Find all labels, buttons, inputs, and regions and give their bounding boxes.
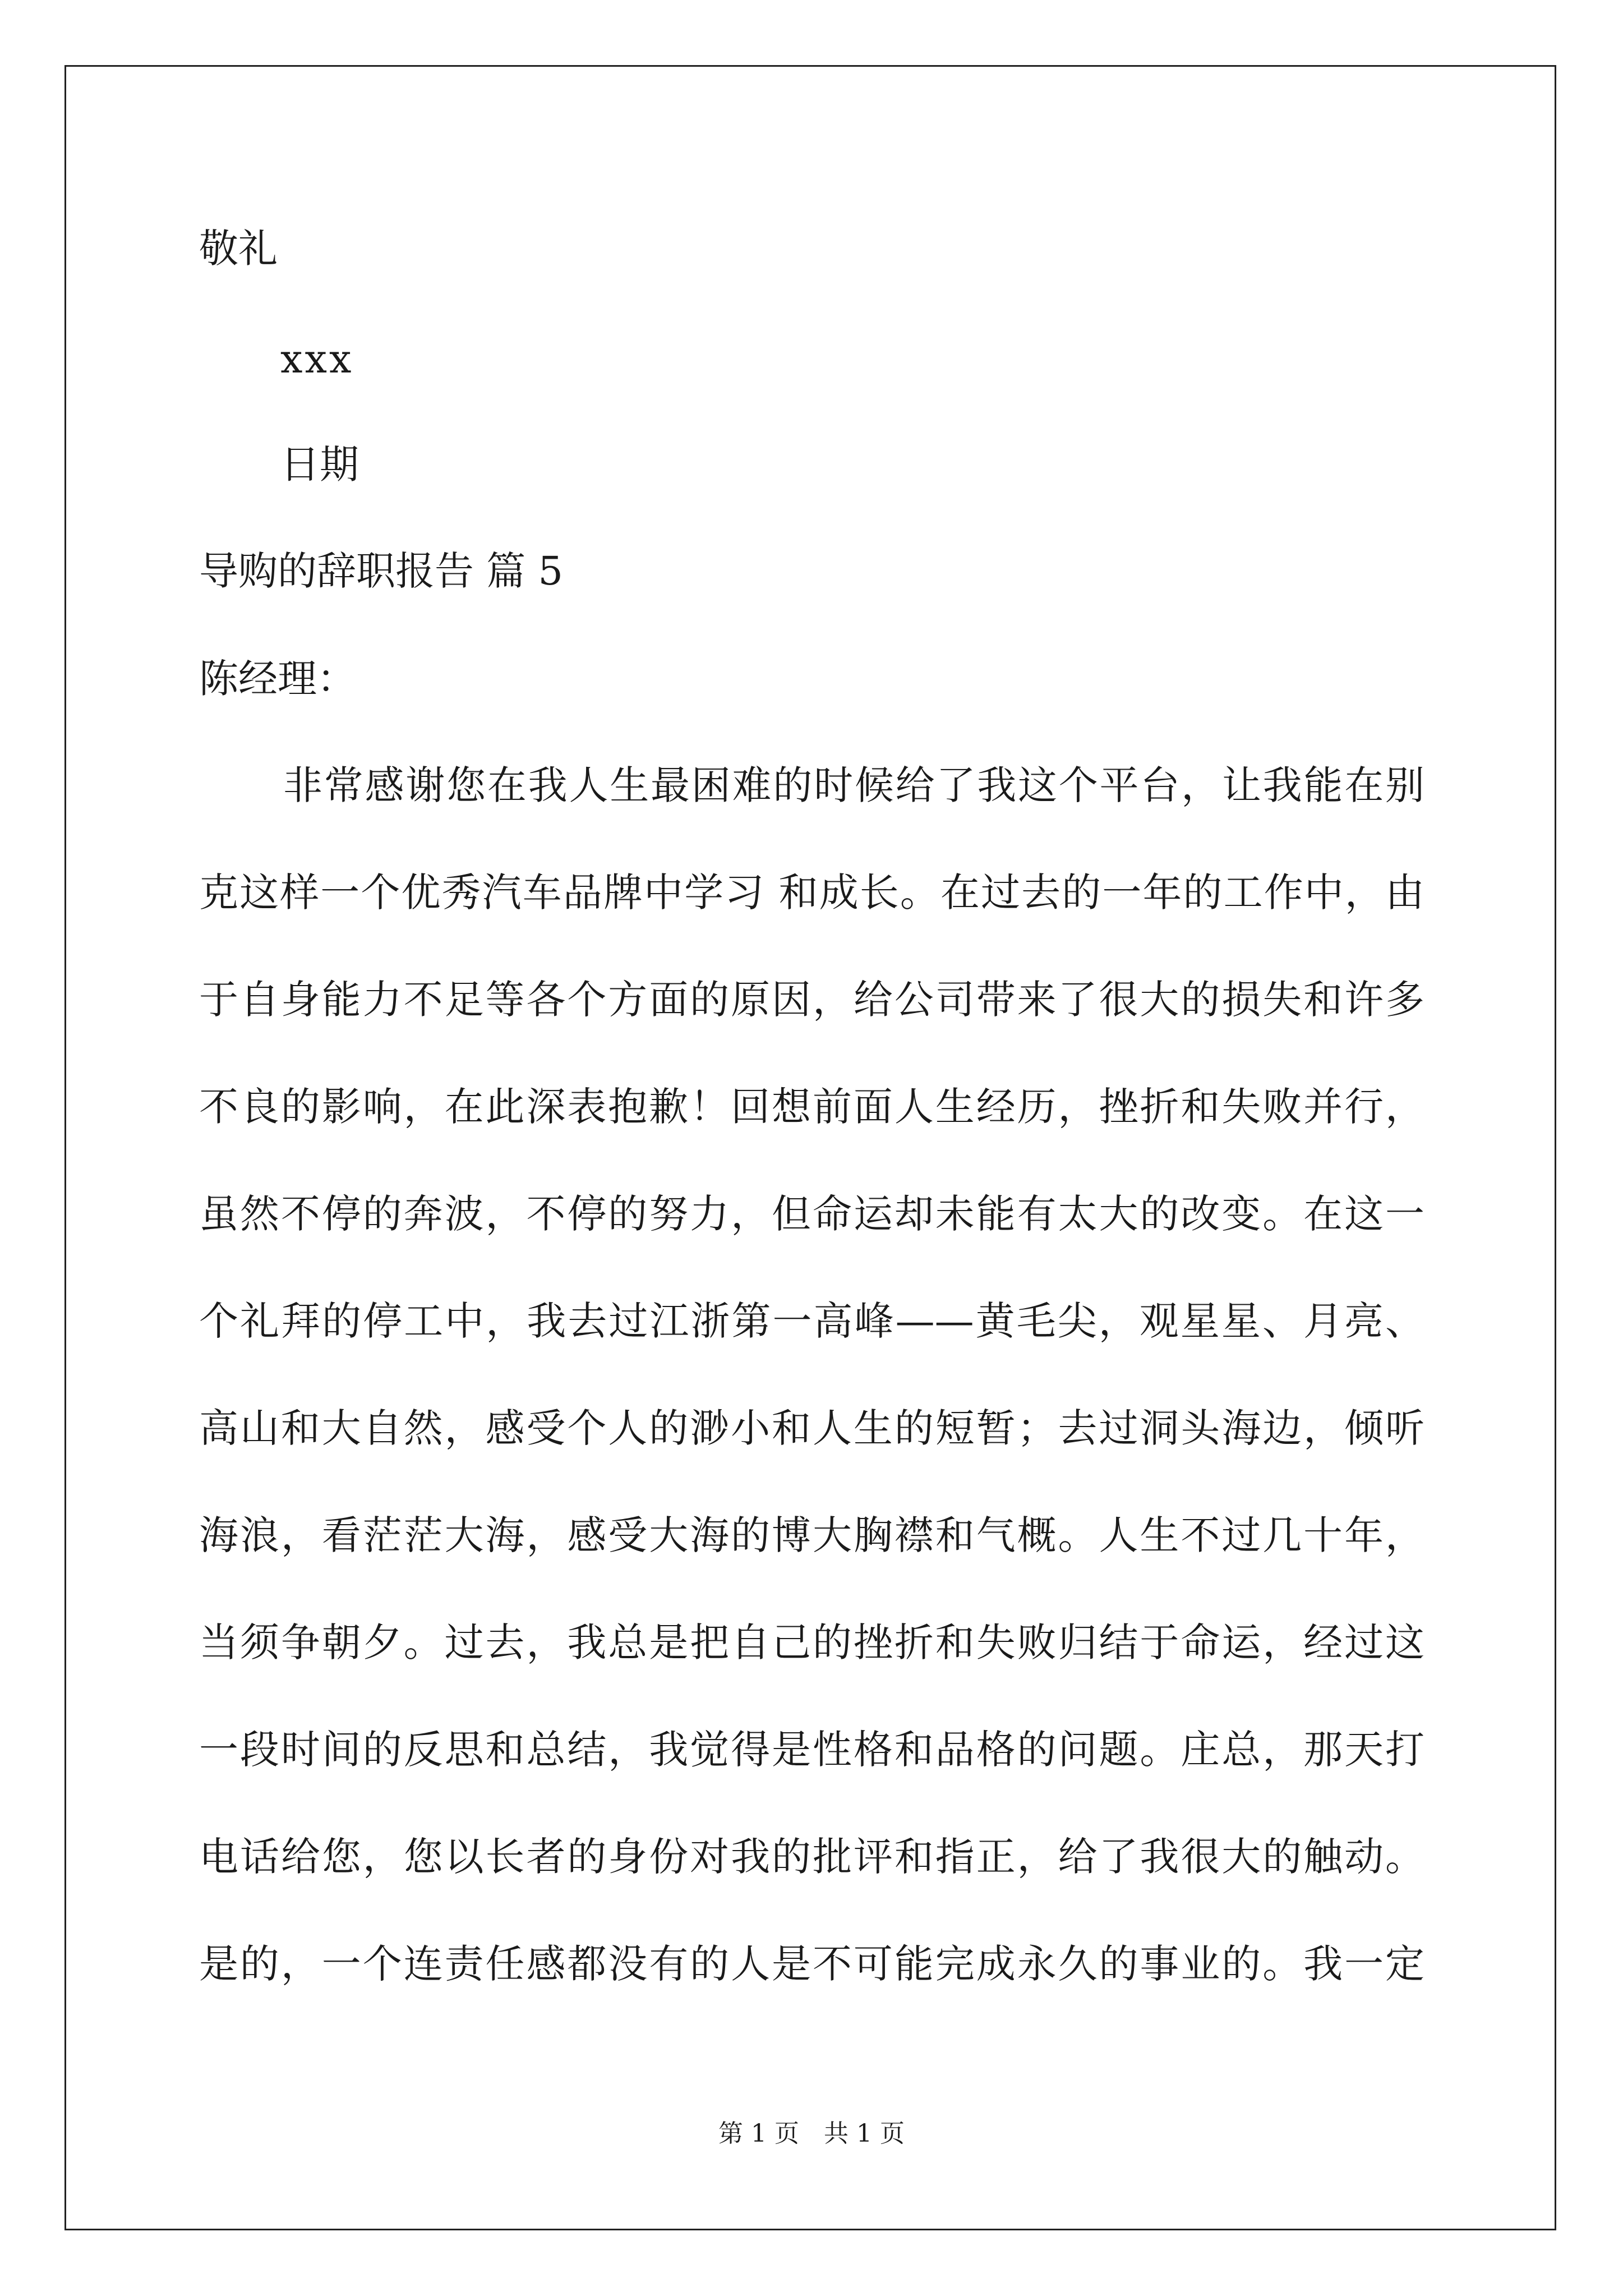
letter-closing: 敬礼 [199, 226, 278, 272]
page-number-footer: 第 1 页 共 1 页 [718, 2119, 905, 2148]
body-line: 不良的影响，在此深表抱歉！回想前面人生经历，挫折和失败并行， [199, 1084, 1424, 1130]
body-line: 克这样一个优秀汽车品牌中学习 和成长。在过去的一年的工作中，由 [199, 869, 1424, 915]
section-heading: 导购的辞职报告 篇 5 [199, 548, 564, 594]
letter-body [199, 758, 1424, 2044]
body-line: 电话给您，您以长者的身份对我的批评和指正，给了我很大的触动。 [199, 1834, 1424, 1880]
body-line: 海浪，看茫茫大海，感受大海的博大胸襟和气概。人生不过几十年， [199, 1512, 1424, 1558]
body-line: 非常感谢您在我人生最困难的时候给了我这个平台，让我能在别 [283, 762, 1424, 808]
body-line: 于自身能力不足等各个方面的原因，给公司带来了很大的损失和许多 [199, 977, 1424, 1023]
body-line: 当须争朝夕。过去，我总是把自己的挫折和失败归结于命运，经过这 [199, 1619, 1424, 1665]
letter-sender: xxx [280, 336, 354, 382]
body-line: 一段时间的反思和总结，我觉得是性格和品格的问题。庄总，那天打 [199, 1727, 1424, 1773]
body-line: 虽然不停的奔波，不停的努力，但命运却未能有太大的改变。在这一 [199, 1191, 1424, 1237]
body-line: 是的，一个连责任感都没有的人是不可能完成永久的事业的。我一定 [199, 1941, 1424, 1987]
body-line: 个礼拜的停工中，我去过江浙第一高峰——黄毛尖，观星星、月亮、 [199, 1298, 1424, 1344]
body-line: 高山和大自然，感受个人的渺小和人生的短暂；去过洞头海边，倾听 [199, 1405, 1424, 1451]
letter-salutation: 陈经理： [199, 656, 356, 702]
letter-date: 日期 [280, 441, 359, 487]
